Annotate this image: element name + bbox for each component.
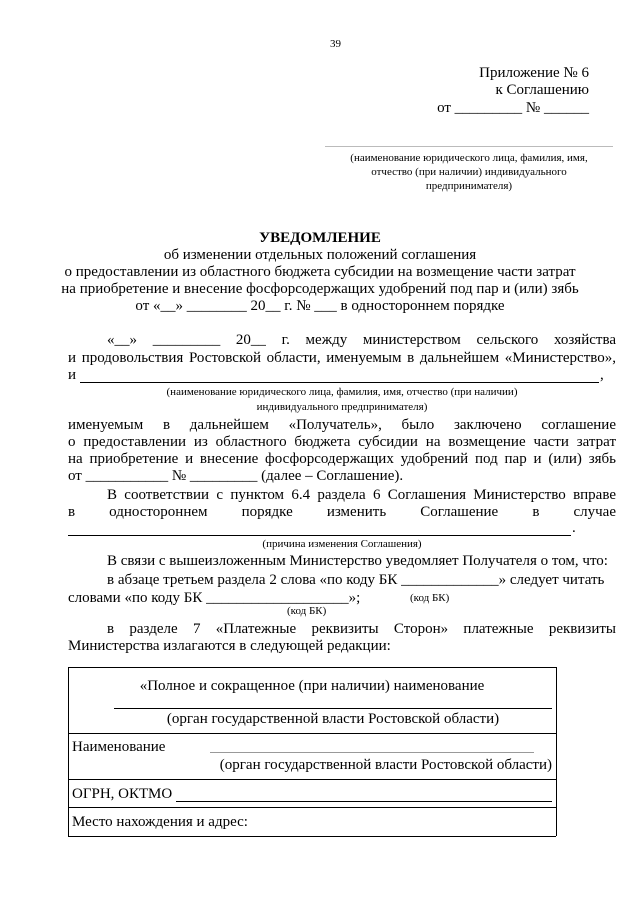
- table-row4-label: Место нахождения и адрес:: [72, 814, 248, 830]
- p4-line-1: В связи с вышеизложенным Министерство уведомляет Получателя о том, что:: [107, 553, 608, 569]
- table-border-row1: [68, 733, 556, 734]
- p2-line-2: о предоставлении из областного бюджета субсидии на возмещение части затрат: [68, 434, 616, 450]
- table-border-right: [556, 667, 557, 836]
- recipient-name-line: [80, 382, 599, 383]
- table-row1-caption: (орган государственной власти Ростовской области): [166, 711, 500, 727]
- table-row2-fill-line: [210, 752, 534, 753]
- table-row1-text: «Полное и сокращенное (при наличии) наименование: [139, 678, 485, 694]
- recipient-caption-2: отчество (при наличии) индивидуального: [371, 166, 567, 178]
- table-row3-label: ОГРН, ОКТМО: [72, 786, 173, 802]
- title-line-4: от «__» ________ 20__ г. № ___ в одностороннем порядке: [135, 298, 505, 314]
- table-border-top: [68, 667, 556, 668]
- p1-line-1: «__» _________ 20__ г. между министерством сельского хозяйства: [107, 332, 616, 348]
- title-line-1: об изменении отдельных положений соглашения: [163, 247, 477, 263]
- p2-line-4: от ___________ № _________ (далее – Соглашение).: [68, 468, 404, 484]
- p1-caption-2: индивидуального предпринимателя): [256, 401, 428, 413]
- p3-line-2: в одностороннем порядке изменить Соглашение в случае: [68, 504, 616, 520]
- p3-line-1: В соответствии с пунктом 6.4 раздела 6 Соглашения Министерство вправе: [107, 487, 616, 503]
- table-row3-fill-line: [176, 801, 552, 802]
- table-row2-caption: (орган государственной власти Ростовской области): [219, 757, 552, 773]
- p3-caption: (причина изменения Соглашения): [262, 538, 422, 550]
- p1-line-2: и продовольствия Ростовской области, именуемым в дальнейшем «Министерство»,: [68, 350, 616, 366]
- p3-line-3-end: .: [572, 520, 576, 536]
- document-heading: УВЕДОМЛЕНИЕ: [259, 230, 381, 246]
- p5-caption-right: (код БК): [410, 592, 450, 604]
- recipient-caption-1: (наименование юридического лица, фамилия, имя,: [350, 152, 588, 164]
- p6-line-2: Министерства излагаются в следующей редакции:: [68, 638, 391, 654]
- p1-line-3-end: ,: [600, 367, 604, 383]
- table-border-row3: [68, 807, 556, 808]
- appendix-date-number: от _________ № ______: [437, 100, 589, 116]
- table-border-bottom: [68, 836, 556, 837]
- p1-caption-1: (наименование юридического лица, фамилия, имя, отчество (при наличии): [166, 386, 518, 398]
- table-row2-label: Наименование: [72, 739, 166, 755]
- recipient-line: [325, 146, 613, 147]
- p5-line-1: в абзаце третьем раздела 2 слова «по коду БК _____________» следует читать: [107, 572, 605, 588]
- title-line-2: о предоставлении из областного бюджета субсидии на возмещение части затрат: [64, 264, 576, 280]
- reason-line: [68, 535, 571, 536]
- p2-line-3: на приобретение и внесение фосфорсодержащих удобрений под пар и (или) зябь: [68, 451, 616, 467]
- p2-line-1: именуемым в дальнейшем «Получатель», было заключено соглашение: [68, 417, 616, 433]
- page-number: 39: [330, 38, 341, 50]
- recipient-caption-3: предпринимателя): [425, 180, 513, 192]
- table-row1-fill-line: [114, 708, 552, 709]
- appendix-agreement: к Соглашению: [495, 82, 589, 98]
- table-border-row2: [68, 779, 556, 780]
- p1-line-3-start: и: [68, 367, 77, 383]
- p5-line-2: словами «по коду БК ___________________»;: [68, 590, 361, 606]
- p5-caption-below: (код БК): [287, 605, 327, 617]
- p6-line-1: в разделе 7 «Платежные реквизиты Сторон» платежные реквизиты: [107, 621, 616, 637]
- title-line-3: на приобретение и внесение фосфорсодержащих удобрений под пар и (или) зябь: [61, 281, 579, 297]
- appendix-title: Приложение № 6: [479, 65, 589, 81]
